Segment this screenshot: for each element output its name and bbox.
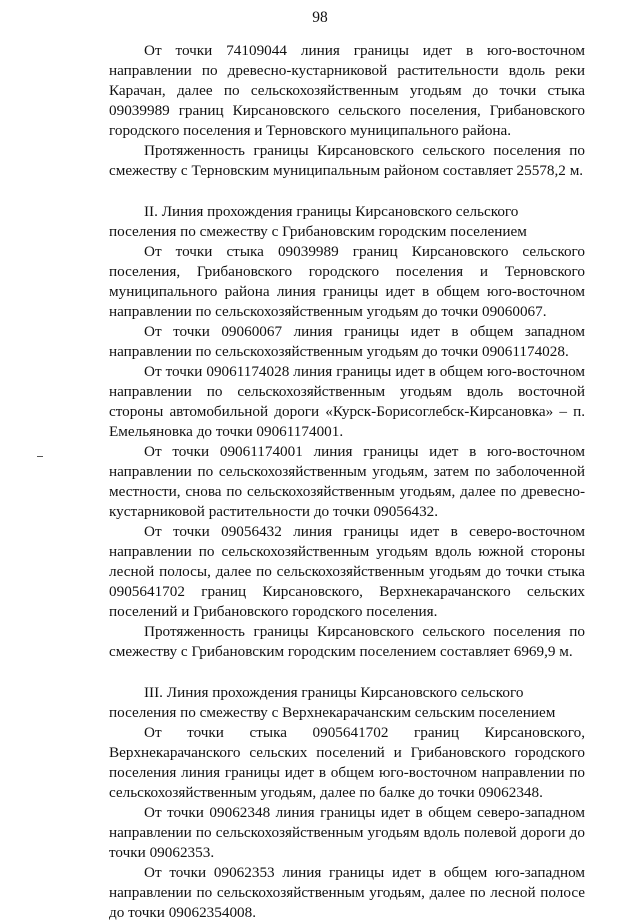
paragraph: От точки 74109044 линия границы идет в юго-восточном направлении по древесно-кустарниковой растительности вдоль реки Карачан, далее по сельскохозяйственным угодьям до точки стыка 09039989 границ Кирсановского сельского поселения, Грибановского городского поселения и Терновского муниципального района. [109, 42, 585, 139]
paragraph: От точки стыка 09039989 границ Кирсановского сельского поселения, Грибановского городского поселения и Терновского муниципального района линия границы идет в общем юго-восточном направлении по сельскохозяйственным угодьям до точки 09060067. [109, 243, 585, 320]
paragraph: От точки стыка 0905641702 границ Кирсановского, Верхнекарачанского сельских поселений и Грибановского городского поселения линия границы идет в общем юго-восточном направлении по сельскохозяйственным угодьям, далее по балке до точки 09062348. [109, 724, 585, 801]
section-gap [109, 181, 585, 202]
paragraph: От точки 09060067 линия границы идет в общем западном направлении по сельскохозяйственным угодьям до точки 09061174028. [109, 323, 585, 360]
section-heading: III. Линия прохождения границы Кирсановского сельского поселения по смежеству с Верхнекарачанским сельским поселением [109, 684, 556, 721]
document-body [109, 41, 585, 923]
paragraph: От точки 09062348 линия границы идет в общем северо-западном направлении по сельскохозяйственным угодьям вдоль полевой дороги до точки 09062353. [109, 804, 585, 861]
paragraph: От точки 09056432 линия границы идет в северо-восточном направлении по сельскохозяйственным угодьям вдоль южной стороны лесной полосы, далее по сельскохозяйственным угодьям до точки стыка 0905641702 границ Кирсановского, Верхнекарачанского сельских поселений и Грибановского городского поселения. [109, 523, 585, 620]
paragraph: От точки 09062353 линия границы идет в общем юго-западном направлении по сельскохозяйственным угодьям, далее по лесной полосе до точки 09062354008. [109, 864, 585, 921]
paragraph: Протяженность границы Кирсановского сельского поселения по смежеству с Терновским муниципальным районом составляет 25578,2 м. [109, 142, 585, 179]
section-heading: II. Линия прохождения границы Кирсановского сельского поселения по смежеству с Грибановским городским поселением [109, 203, 527, 240]
margin-mark [37, 456, 43, 457]
section-gap [109, 662, 585, 683]
page-number: 98 [312, 9, 328, 26]
paragraph: От точки 09061174028 линия границы идет в общем юго-восточном направлении по сельскохозяйственным угодьям вдоль восточной стороны автомобильной дороги «Курск-Борисоглебск-Кирсановка» – п. Емельяновка до точки 09061174001. [109, 363, 585, 440]
paragraph: Протяженность границы Кирсановского сельского поселения по смежеству с Грибановским городским поселением составляет 6969,9 м. [109, 623, 585, 660]
paragraph: От точки 09061174001 линия границы идет в юго-восточном направлении по сельскохозяйственным угодьям, затем по заболоченной местности, снова по сельскохозяйственным угодьям, далее по древесно-кустарниковой растительности до точки 09056432. [109, 443, 585, 520]
